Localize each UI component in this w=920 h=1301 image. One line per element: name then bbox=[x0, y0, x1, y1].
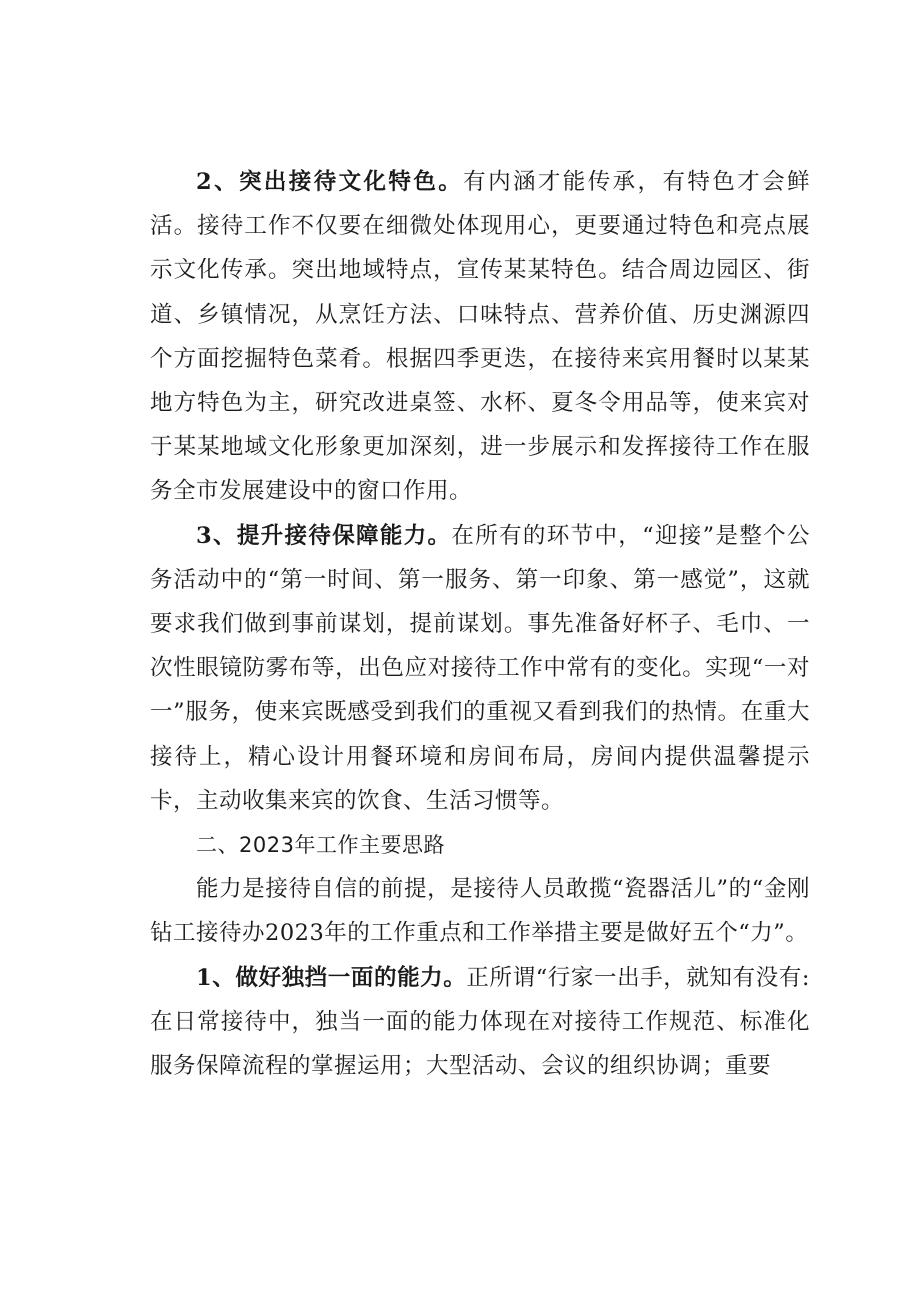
paragraph-text: 正所谓“行家一出手，就知有没有:在日常接待中，独当一面的能力体现在对接待工作规范、标准化服务保障流程的掌握运用；大型活动、会议的组织协调；重要 bbox=[150, 964, 811, 1080]
paragraph-text: 有内涵才能传承，有特色才会鲜活。接待工作不仅要在细微处体现用心，更要通过特色和亮点展示文化传承。突出地域特点，宣传某某特色。结合周边园区、街道、乡镇情况，从烹饪方法、口味特点、营养价值、历史渊源四个方面挖掘特色菜肴。根据四季更迭，在接待来宾用餐时以某某地方特色为主，研究改进桌签、水杯、夏冬令用品等，使来宾对于某某地域文化形象更加深刻，进一步展示和发挥接待工作在服务全市发展建设中的窗口作用。 bbox=[150, 169, 810, 505]
paragraph-culture-feature bbox=[150, 160, 810, 514]
paragraph-lead: 2、突出接待文化特色。 bbox=[196, 169, 464, 195]
paragraph-intro: 能力是接待自信的前提，是接待人员敢揽“瓷器活儿”的“金刚钻工接待办2023年的工作重点和工作举措主要是做好五个“力”。 bbox=[150, 876, 810, 947]
paragraph-lead: 3、提升接待保障能力。 bbox=[196, 522, 452, 549]
paragraph-independent-ability bbox=[150, 956, 810, 1089]
paragraph-reception-capacity bbox=[150, 514, 810, 823]
paragraph-text: 在所有的环节中，“迎接”是整个公务活动中的“第一时间、第一服务、第一印象、第一感觉”，这就要求我们做到事前谋划，提前谋划。事先准备好杯子、毛巾、一次性眼镜防雾布等，出色应对接待工作中常有的变化。实现“一对一”服务，使来宾既感受到我们的重视又看到我们的热情。在重大接待上，精心设计用餐环境和房间布局，房间内提供温馨提示卡，主动收集来宾的饮食、生活习惯等。 bbox=[150, 522, 811, 814]
document-body bbox=[150, 160, 810, 1088]
section-title: 二、2023年工作主要思路 bbox=[196, 833, 445, 858]
paragraph-lead: 1、做好独挡一面的能力。 bbox=[196, 964, 467, 991]
